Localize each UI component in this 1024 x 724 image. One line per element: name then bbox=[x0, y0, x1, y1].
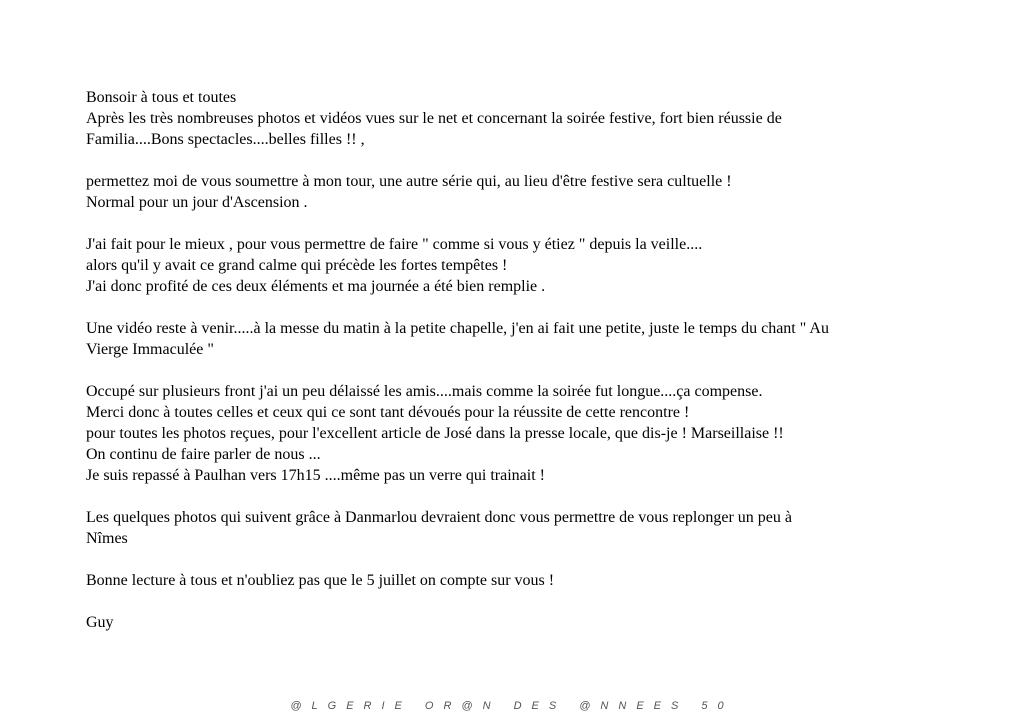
paragraph-line: alors qu'il y avait ce grand calme qui précède les fortes tempêtes ! bbox=[86, 257, 508, 274]
paragraph-closing bbox=[86, 570, 956, 591]
greeting-line: Bonsoir à tous et toutes bbox=[86, 89, 237, 106]
paragraph-line: Familia....Bons spectacles....belles filles !! , bbox=[86, 131, 365, 148]
paragraph-line: Je suis repassé à Paulhan vers 17h15 ....même pas un verre qui trainait ! bbox=[86, 467, 545, 484]
paragraph-line: Nîmes bbox=[86, 530, 128, 547]
paragraph-line: permettez moi de vous soumettre à mon tour, une autre série qui, au lieu d'être festive sera cultuelle ! bbox=[86, 173, 732, 190]
footer-caption: @LGERIE OR@N DES @NNEES 50 bbox=[290, 700, 734, 712]
paragraph-veille bbox=[86, 234, 956, 297]
paragraph-ascension bbox=[86, 171, 956, 213]
paragraph-line: Vierge Immaculée " bbox=[86, 341, 214, 358]
paragraph-line: Normal pour un jour d'Ascension . bbox=[86, 194, 308, 211]
paragraph-video bbox=[86, 318, 956, 360]
paragraph-line: Bonne lecture à tous et n'oubliez pas que le 5 juillet on compte sur vous ! bbox=[86, 572, 555, 589]
greeting-paragraph bbox=[86, 87, 956, 150]
paragraph-line: On continu de faire parler de nous ... bbox=[86, 446, 321, 463]
letter-body bbox=[86, 87, 956, 633]
paragraph-line: Après les très nombreuses photos et vidéos vues sur le net et concernant la soirée festive, fort bien réussie de bbox=[86, 110, 782, 127]
paragraph-thanks bbox=[86, 381, 956, 486]
paragraph-line: Merci donc à toutes celles et ceux qui ce sont tant dévoués pour la réussite de cette rencontre ! bbox=[86, 404, 690, 421]
paragraph-line: Les quelques photos qui suivent grâce à Danmarlou devraient donc vous permettre de vous replonger un peu à bbox=[86, 509, 793, 526]
paragraph-line: Une vidéo reste à venir.....à la messe du matin à la petite chapelle, j'en ai fait une petite, juste le temps du chant " Au bbox=[86, 320, 829, 337]
paragraph-photos bbox=[86, 507, 956, 549]
paragraph-line: J'ai donc profité de ces deux éléments et ma journée a été bien remplie . bbox=[86, 278, 546, 295]
paragraph-line: J'ai fait pour le mieux , pour vous permettre de faire " comme si vous y étiez " depuis la veille.... bbox=[86, 236, 703, 253]
paragraph-line: pour toutes les photos reçues, pour l'excellent article de José dans la presse locale, que dis-je ! Marseillaise !! bbox=[86, 425, 784, 442]
paragraph-line: Occupé sur plusieurs front j'ai un peu délaissé les amis....mais comme la soirée fut longue....ça compense. bbox=[86, 383, 763, 400]
signature: Guy bbox=[86, 614, 114, 631]
